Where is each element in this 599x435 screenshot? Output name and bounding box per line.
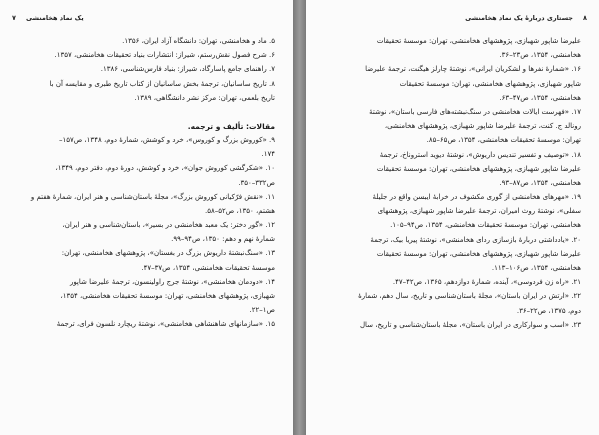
text-line: ۲۲. «ارتش در ایران باستان»، مجلهٔ باستان‌شناسی و تاریخ، سال دهم، شمارهٔ xyxy=(358,292,581,301)
text-line: هخامنشی، ۱۳۵۴، ص۸۷–۹۳. xyxy=(499,178,581,187)
section-title: مقالات: تألیف و ترجمه. xyxy=(187,121,275,131)
text-line: ۱۳. «سنگ‌نبشتهٔ داریوش بزرگ در بغستان»، پژوهشهای هخامنشی، تهران: xyxy=(61,249,275,258)
text-line: ۱۶. «شمارهٔ نفرها و لشکریان ایرانی»، نوشتهٔ چارلز هیگنت، ترجمهٔ علیرضا xyxy=(365,65,581,74)
text-line: ۲۳. «اسب و سوارکاری در ایران باستان»، مجلهٔ باستان‌شناسی و تاریخ، سال xyxy=(359,320,581,329)
text-line: ۱۸. «توصیف و تفسیر تندیس داریوش»، نوشتهٔ دیوید استروناخ، ترجمهٔ xyxy=(379,150,581,159)
book-gutter xyxy=(293,0,306,435)
right-page xyxy=(306,0,599,435)
left-page-content xyxy=(16,34,275,332)
text-line: ۱۵. «سازمانهای شاهنشاهی هخامنشی»، نوشتهٔ ریچارد نلسون فرای، ترجمهٔ xyxy=(56,320,275,329)
text-line: علیرضا شاپور شهبازی، پژوهشهای هخامنشی، تهران: موسسهٔ تحقیقات xyxy=(376,249,581,258)
text-line: هخامنشی، تهران: موسسهٔ تحقیقات هخامنشی، ۱۳۵۴، ص۹۴–۱۰۵. xyxy=(390,221,581,230)
text-line: رونالد ج. کنت، ترجمهٔ علیرضا شاپور شهبازی، پژوهشهای هخامنشی، xyxy=(384,122,581,131)
right-running-title: جستاری دربارهٔ یک نماد هخامنشی xyxy=(465,14,573,22)
text-line: هشتم، ۱۳۵۰، ص۵۲–۵۸. xyxy=(205,206,275,215)
text-line: ۵. ماد و هخامنشی، تهران: دانشگاه آزاد ایران، ۱۳۵۶. xyxy=(122,37,275,45)
right-page-content xyxy=(322,34,581,332)
text-line: سفلی»، نوشتهٔ روث امیران، ترجمهٔ علیرضا شاپور شهبازی، پژوهشهای xyxy=(377,207,581,216)
left-running-title: یک نماد هخامنشی xyxy=(26,14,84,22)
text-line: تاریخ بلعمی، تهران: مرکز نشر دانشگاهی، ۱۳۸۹. xyxy=(134,93,275,102)
text-line: ۱۷۴. xyxy=(261,150,275,159)
text-line: علیرضا شاپور شهبازی، پژوهشهای هخامنشی، تهران: موسسهٔ تحقیقات xyxy=(376,37,581,45)
text-line: ۹. «کوروش بزرگ و کوروس»، خرد و کوشش، شمارهٔ دوم، ۱۳۴۸، ص۱۵۷– xyxy=(58,135,275,144)
text-line: ۲۰. «یادداشتی دربارهٔ بازسازی ردای هخامنشی»، نوشتهٔ پیریا بیک، ترجمهٔ xyxy=(370,235,581,244)
text-line: علیرضا شاپور شهبازی، پژوهشهای هخامنشی، تهران: موسسهٔ تحقیقات xyxy=(376,164,581,173)
text-line: هخامنشی، ۱۳۵۴، ص۲۳–۳۶. xyxy=(499,51,581,60)
text-line: دوم، ۱۳۷۵، ص۲۲–۳۶. xyxy=(516,306,581,315)
left-page-number: ۷ xyxy=(12,14,16,22)
text-line: شمارهٔ نهم و دهم: ۱۳۵۰، ص۹۴–۹۹. xyxy=(171,235,275,244)
left-page xyxy=(0,0,293,435)
text-line: ۶. شرح فصول نقش‌رستم، شیراز: انتشارات بنیاد تحقیقات هخامنشی، ۱۳۵۷. xyxy=(54,51,275,60)
text-line: هخامنشی، ۱۳۵۴، ص۱۰۶–۱۱۳. xyxy=(491,264,581,272)
text-line: هخامنشی، ۱۳۵۴، ص۴۷–۶۳. xyxy=(499,93,581,102)
text-line: شهبازی، پژوهشهای هخامنشی، تهران: موسسهٔ تحقیقات هخامنشی، ۱۳۵۴، xyxy=(60,292,275,300)
text-line: ۱۷. «فهرست ایالات هخامنشی در سنگ‌نبشته‌های فارسی باستان»، نوشتهٔ xyxy=(369,107,581,116)
text-line: ص۳۳۲–۳۵۰. xyxy=(238,178,275,187)
text-line: ص۱–۲۲. xyxy=(249,306,275,315)
text-line: ۲۱. «راه زن فردوسی»، آینده، شمارهٔ دوازدهم، ۱۳۶۵، ص۴۲–۴۷. xyxy=(392,278,581,287)
text-line: ۷. راهنمای جامع پاسارگاد، شیراز: بنیاد فارس‌شناسی، ۱۳۸۶. xyxy=(100,65,275,74)
text-line: موسسهٔ تحقیقات هخامنشی، ۱۳۵۴، ص۳۷–۴۷. xyxy=(141,263,275,272)
right-page-number: ۸ xyxy=(583,14,587,22)
text-line: تهران: موسسهٔ تحقیقات هخامنشی، ۱۳۵۴، ص۶۵–۸۵. xyxy=(426,136,581,145)
text-line: ۱۱. «نقش فرّکیانی کوروش بزرگ»، مجلهٔ باستان‌شناسی و هنر ایران، شمارهٔ هفتم و xyxy=(30,192,275,201)
text-line: ۱۴. «دودمان هخامنشی»، نوشتهٔ جرج راولینسون، ترجمهٔ علیرضا شاپور xyxy=(69,277,275,286)
text-line: ۱۲. «گور دختر: یک معبد هخامنشی در بسیر»، باستان‌شناسی و هنر ایران، xyxy=(62,221,275,230)
text-line: ۸. تاریخ ساسانیان، ترجمهٔ بخش ساسانیان از کتاب تاریخ طبری و مقایسه آن با xyxy=(49,79,275,88)
text-line: ۱۹. «مهرهای هخامنشی از گوری مکشوف در خرابهٔ ایبسن واقع در جلیلهٔ xyxy=(372,193,581,202)
text-line: شاپور شهبازی، پژوهشهای هخامنشی، تهران: موسسهٔ تحقیقات xyxy=(399,79,581,88)
text-line: ۱۰. «شکرگشی کوروش جوان»، خرد و کوشش، دورهٔ دوم، دفتر دوم، ۱۳۴۹، xyxy=(55,164,275,173)
